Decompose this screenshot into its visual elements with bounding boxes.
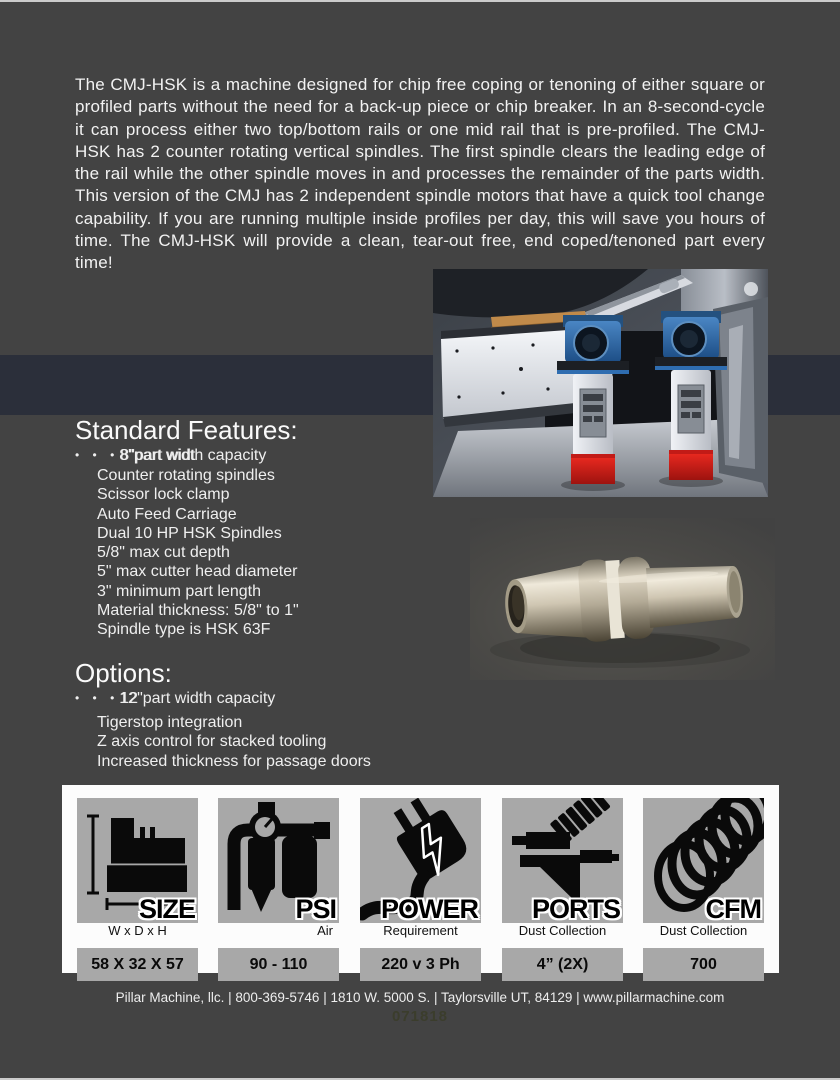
spec-power <box>360 798 481 973</box>
list-item: 3" minimum part length <box>97 582 261 600</box>
list-item: 5/8" max cut depth <box>97 544 230 562</box>
options-heading: Options: <box>75 658 172 688</box>
list-item: Increased thickness for passage doors <box>97 752 371 770</box>
bullet-dots: • • • <box>75 691 120 705</box>
list-item: Material thickness: 5/8" to 1" <box>97 602 299 620</box>
tool-holder-photo <box>470 518 775 680</box>
specifications-panel <box>62 785 779 973</box>
list-item: Z axis control for stacked tooling <box>97 733 327 751</box>
spec-ports-icon-box <box>502 798 623 923</box>
spec-sublabel: Dust Collection <box>659 923 748 938</box>
spec-psi-icon-box <box>218 798 339 923</box>
spec-power-icon-box <box>360 798 481 923</box>
page-top-edge <box>0 0 840 2</box>
footer-contact-line: Pillar Machine, llc. | 800-369-5746 | 1810 W. 5000 S. | Taylorsville UT, 84129 | www.pillarmachine.com <box>115 990 725 1005</box>
spec-ports <box>502 798 623 973</box>
spec-title: PSI <box>295 894 336 924</box>
spec-title: POWER <box>380 894 478 924</box>
spec-value: 220 v 3 Ph <box>360 948 481 981</box>
spec-sublabel: Dust Collection <box>518 923 607 938</box>
spec-size <box>77 798 198 973</box>
list-item: Tigerstop integration <box>97 714 243 731</box>
intro-paragraph: The CMJ-HSK is a machine designed for chip free coping or tenoning of either square or profiled parts without the need for a back-up piece or chip breaker. In an 8-second-cycle it can process either two top/bottom rails or one mid rail that is pre-profiled. The CMJ-HSK has 2 counter rotating vertical spindles. The first spindle clears the leading edge of the rail while the other spindle moves in and processes the remainder of the parts width. This version of the CMJ has 2 independent spindle motors that have a quick tool change capability. If you are running multiple inside profiles per day, this will save you hours of time. The CMJ-HSK will provide a clean, tear-out free, end coped/tenoned part every time! <box>75 75 765 273</box>
spec-value: 58 X 32 X 57 <box>77 948 198 981</box>
bullet-dots: • • • <box>75 448 120 462</box>
machine-render-image <box>433 269 768 497</box>
list-item: Scissor lock clamp <box>97 486 230 504</box>
options-list <box>97 713 371 771</box>
standard-features-list <box>97 466 299 640</box>
spec-sublabel: Air <box>317 923 333 938</box>
spec-cfm <box>643 798 764 973</box>
tool-holder-image <box>470 518 775 680</box>
standard-features-first-item: • • •8"part width capacity <box>75 447 267 464</box>
list-item: Auto Feed Carriage <box>97 505 237 523</box>
spec-title: CFM <box>705 894 761 924</box>
spec-size-icon-box <box>77 798 198 923</box>
spec-sublabel: Requirement <box>383 923 458 938</box>
spec-title: SIZE <box>138 894 195 924</box>
spec-psi <box>218 798 339 973</box>
standard-features-heading: Standard Features: <box>75 415 298 445</box>
revision-code: 071818 <box>391 1008 449 1025</box>
list-item: Dual 10 HP HSK Spindles <box>97 524 282 542</box>
list-item: 5" max cutter head diameter <box>97 563 298 581</box>
spec-value: 4” (2X) <box>502 948 623 981</box>
options-first-item: • • •12"part width capacity <box>75 690 276 707</box>
list-item: Spindle type is HSK 63F <box>97 621 271 639</box>
list-item: Counter rotating spindles <box>97 467 275 484</box>
spec-cfm-icon-box <box>643 798 764 923</box>
spec-value: 700 <box>643 948 764 981</box>
spec-title: PORTS <box>531 894 620 924</box>
spec-sublabel: W x D x H <box>108 923 167 938</box>
spec-value: 90 - 110 <box>218 948 339 981</box>
machine-photo <box>433 269 768 497</box>
